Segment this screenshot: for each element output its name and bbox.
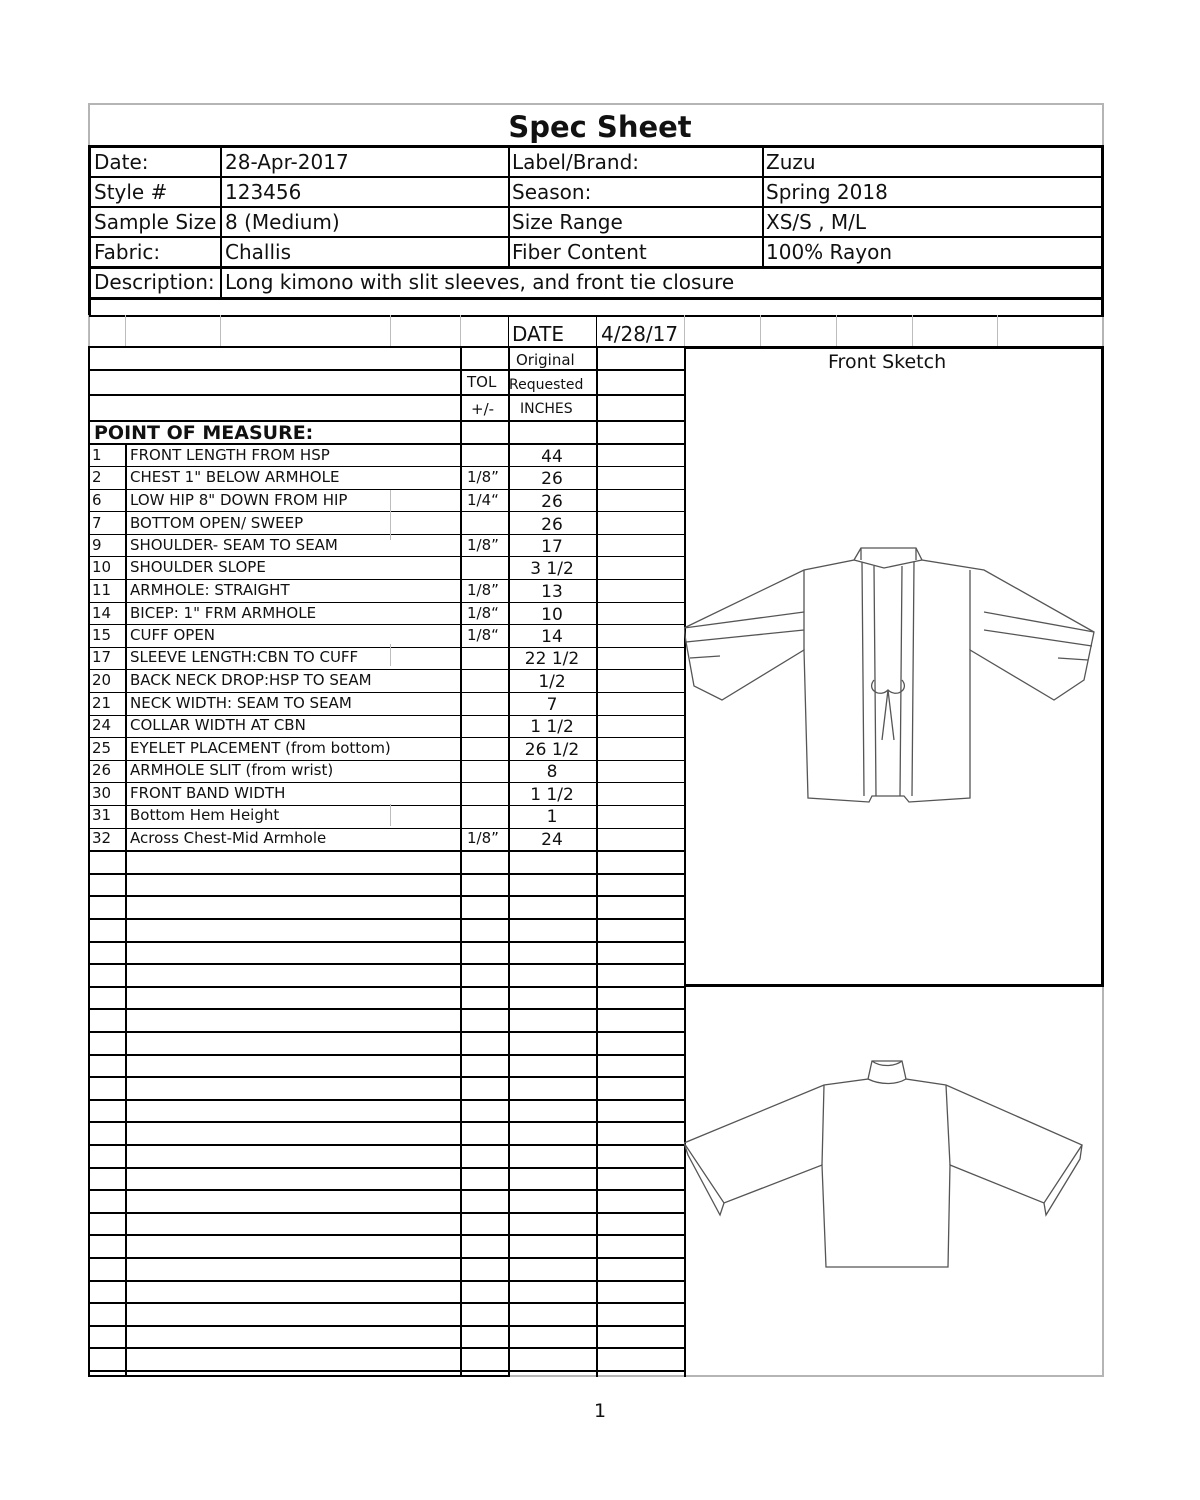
row-number: 11 — [92, 581, 112, 599]
grid-line — [390, 490, 391, 540]
grid-line — [508, 145, 510, 266]
row-number: 24 — [92, 716, 112, 734]
requested-label: Requested — [509, 377, 584, 393]
grid-line — [88, 176, 1104, 178]
row-value: 24 — [541, 830, 563, 850]
date-column-label: DATE — [512, 322, 565, 346]
grid-line — [390, 644, 391, 666]
row-value: 26 — [541, 492, 563, 512]
season-label: Season: — [512, 180, 592, 204]
grid-line — [88, 145, 91, 317]
row-number: 10 — [92, 558, 112, 576]
pom-heading: POINT OF MEASURE: — [94, 422, 314, 444]
grid-line — [125, 443, 127, 1377]
sample-size-value: 8 (Medium) — [225, 210, 340, 234]
grid-line — [596, 346, 598, 1377]
row-description: SHOULDER- SEAM TO SEAM — [130, 536, 338, 554]
season-value: Spring 2018 — [766, 180, 888, 204]
date-value: 28-Apr-2017 — [225, 150, 349, 174]
date-label: Date: — [94, 150, 149, 174]
grid-line — [684, 315, 685, 346]
grid-line — [760, 315, 761, 346]
row-number: 15 — [92, 626, 112, 644]
grid-line — [220, 315, 221, 346]
grid-line — [508, 315, 509, 346]
row-value: 8 — [546, 762, 558, 782]
row-value: 10 — [541, 605, 563, 625]
row-number: 30 — [92, 784, 112, 802]
front-sketch-label: Front Sketch — [828, 351, 947, 373]
grid-line — [88, 206, 1104, 208]
row-tolerance: 1/8” — [467, 829, 499, 847]
grid-line — [460, 346, 462, 1377]
row-value: 1 1/2 — [530, 717, 574, 737]
row-description: FRONT BAND WIDTH — [130, 784, 286, 802]
front-sketch-drawing — [684, 540, 1104, 810]
row-description: NECK WIDTH: SEAM TO SEAM — [130, 694, 352, 712]
row-number: 2 — [92, 468, 102, 486]
sample-size-label: Sample Size — [94, 210, 217, 234]
grid-line — [88, 145, 1104, 148]
grid-line — [762, 145, 764, 266]
description-label: Description: — [94, 270, 215, 294]
row-value: 26 — [541, 469, 563, 489]
row-description: CUFF OPEN — [130, 626, 216, 644]
fiber-label: Fiber Content — [512, 240, 647, 264]
grid-line — [1101, 145, 1104, 317]
row-description: Across Chest-Mid Armhole — [130, 829, 327, 847]
row-value: 26 — [541, 515, 563, 535]
grid-line — [684, 984, 1104, 987]
row-value: 7 — [546, 695, 558, 715]
row-tolerance: 1/8” — [467, 536, 499, 554]
row-description: BOTTOM OPEN/ SWEEP — [130, 514, 304, 532]
grid-line — [88, 1375, 508, 1377]
style-label: Style # — [94, 180, 168, 204]
row-description: SLEEVE LENGTH:CBN TO CUFF — [130, 648, 359, 666]
row-description: CHEST 1" BELOW ARMHOLE — [130, 468, 340, 486]
row-value: 17 — [541, 537, 563, 557]
grid-line — [88, 346, 90, 1377]
row-number: 26 — [92, 761, 112, 779]
row-number: 17 — [92, 648, 112, 666]
row-description: ARMHOLE: STRAIGHT — [130, 581, 290, 599]
row-number: 25 — [92, 739, 112, 757]
row-description: LOW HIP 8" DOWN FROM HIP — [130, 491, 348, 509]
page-title: Spec Sheet — [508, 110, 692, 144]
grid-line — [390, 315, 391, 346]
row-number: 14 — [92, 604, 112, 622]
row-number: 7 — [92, 514, 102, 532]
size-range-value: XS/S , M/L — [766, 210, 867, 234]
style-value: 123456 — [225, 180, 302, 204]
row-number: 9 — [92, 536, 102, 554]
row-number: 1 — [92, 446, 102, 464]
row-tolerance: 1/8“ — [467, 626, 499, 644]
row-number: 21 — [92, 694, 112, 712]
date-column-value: 4/28/17 — [601, 322, 679, 346]
row-description: Bottom Hem Height — [130, 806, 280, 824]
inches-label: INCHES — [520, 401, 573, 417]
grid-line — [836, 315, 837, 346]
row-tolerance: 1/8“ — [467, 604, 499, 622]
grid-line — [390, 804, 391, 826]
row-tolerance: 1/4“ — [467, 491, 499, 509]
row-description: BACK NECK DROP:HSP TO SEAM — [130, 671, 372, 689]
row-description: BICEP: 1" FRM ARMHOLE — [130, 604, 317, 622]
grid-line — [684, 346, 1104, 349]
grid-line — [596, 315, 597, 346]
label-brand-label: Label/Brand: — [512, 150, 640, 174]
row-value: 22 1/2 — [524, 649, 580, 669]
label-brand-value: Zuzu — [766, 150, 816, 174]
row-value: 1/2 — [538, 672, 566, 692]
row-value: 1 1/2 — [530, 785, 574, 805]
grid-line — [125, 315, 126, 346]
fiber-value: 100% Rayon — [766, 240, 892, 264]
grid-line — [88, 266, 1104, 269]
row-number: 32 — [92, 829, 112, 847]
row-value: 3 1/2 — [530, 559, 574, 579]
fabric-value: Challis — [225, 240, 291, 264]
grid-line — [997, 315, 998, 346]
back-sketch-drawing — [684, 1055, 1104, 1270]
fabric-label: Fabric: — [94, 240, 161, 264]
row-description: EYELET PLACEMENT (from bottom) — [130, 739, 391, 757]
row-description: COLLAR WIDTH AT CBN — [130, 716, 306, 734]
size-range-label: Size Range — [512, 210, 623, 234]
row-number: 20 — [92, 671, 112, 689]
row-description: FRONT LENGTH FROM HSP — [130, 446, 330, 464]
row-tolerance: 1/8” — [467, 468, 499, 486]
row-tolerance: 1/8” — [467, 581, 499, 599]
row-value: 26 1/2 — [524, 740, 580, 760]
row-value: 13 — [541, 582, 563, 602]
page-number: 1 — [593, 1400, 607, 1422]
row-value: 44 — [541, 447, 563, 467]
description-value: Long kimono with slit sleeves, and front tie closure — [225, 270, 735, 294]
row-number: 6 — [92, 491, 102, 509]
tol-label: TOL — [467, 373, 497, 391]
grid-line — [88, 315, 89, 346]
row-description: SHOULDER SLOPE — [130, 558, 266, 576]
grid-line — [912, 315, 913, 346]
row-value: 1 — [546, 807, 558, 827]
grid-line — [460, 315, 461, 346]
grid-line — [88, 297, 1104, 300]
grid-line — [220, 266, 222, 297]
original-label: Original — [516, 351, 575, 369]
row-description: ARMHOLE SLIT (from wrist) — [130, 761, 334, 779]
plus-minus-label: +/- — [471, 400, 495, 418]
row-number: 31 — [92, 806, 112, 824]
grid-line — [88, 236, 1104, 238]
grid-line — [220, 145, 222, 266]
row-value: 14 — [541, 627, 563, 647]
